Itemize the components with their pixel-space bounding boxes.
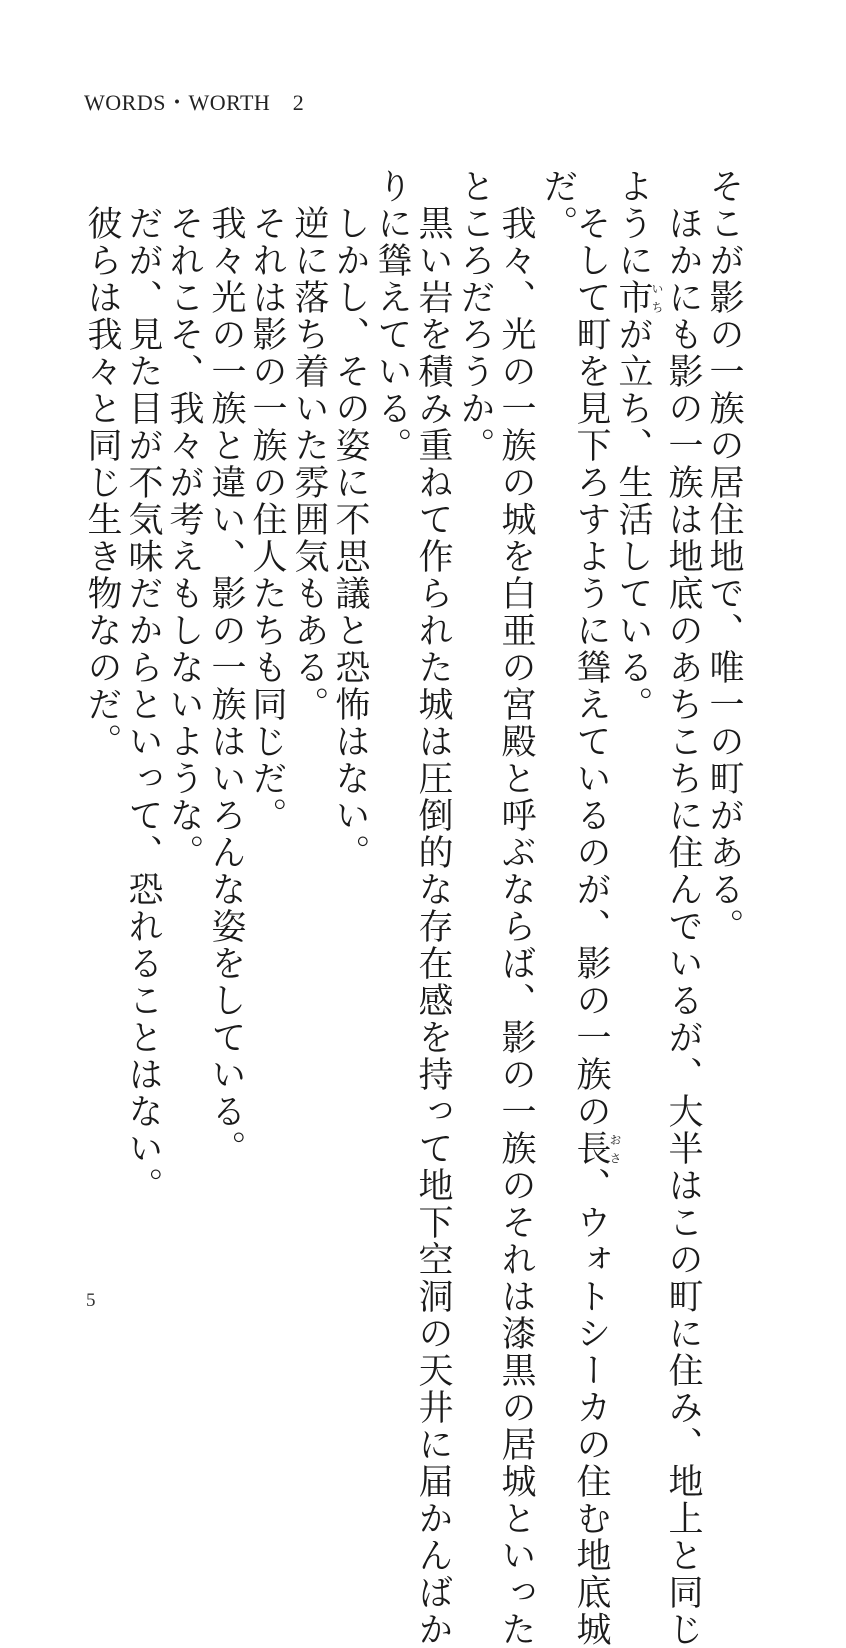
text-line: それこそ、我々が考えもしないような。: [164, 168, 204, 871]
text-line: 我々、光の一族の城を白亜の宮殿と呼ぶならば、影の一族のそれは漆黒の居城といった: [496, 168, 536, 1648]
text-line: 我々光の一族と違い、影の一族はいろんな姿をしている。: [206, 168, 246, 1167]
text-line: ほかにも影の一族は地底のあちこちに住んでいるが、大半はこの町に住み、地上と同じ: [663, 168, 703, 1648]
text-line: 黒い岩を積み重ねて作られた城は圧倒的な存在感を持って地下空洞の天井に届かんばか: [413, 168, 453, 1648]
text-line: ように市いちが立ち、生活している。: [613, 168, 664, 723]
text-line: それは影の一族の住人たちも同じだ。: [247, 168, 287, 834]
running-header: WORDS・WORTH 2: [84, 90, 305, 115]
text-line: しかし、その姿に不思議と恐怖はない。: [330, 168, 370, 871]
page-number: 5: [86, 1290, 96, 1311]
text-line: りに聳えている。: [372, 168, 412, 464]
text-line: だが、見た目が不気味だからといって、恐れることはない。: [123, 168, 163, 1204]
text-line: そして町を見下ろすように聳えているのが、影の一族の長おさ、ウォトシーカの住む地底城: [571, 168, 622, 1648]
text-line: 彼らは我々と同じ生き物なのだ。: [82, 168, 122, 760]
text-line: 逆に落ち着いた雰囲気もある。: [289, 168, 329, 723]
text-line: そこが影の一族の居住地で、唯一の町がある。: [704, 168, 744, 945]
ruby-annotation: 市いち: [613, 279, 664, 316]
text-line: ところだろうか。: [455, 168, 495, 464]
ruby-annotation: 長おさ: [571, 1130, 622, 1167]
text-line: だ。: [538, 168, 578, 242]
vertical-body-text: [81, 168, 746, 1648]
